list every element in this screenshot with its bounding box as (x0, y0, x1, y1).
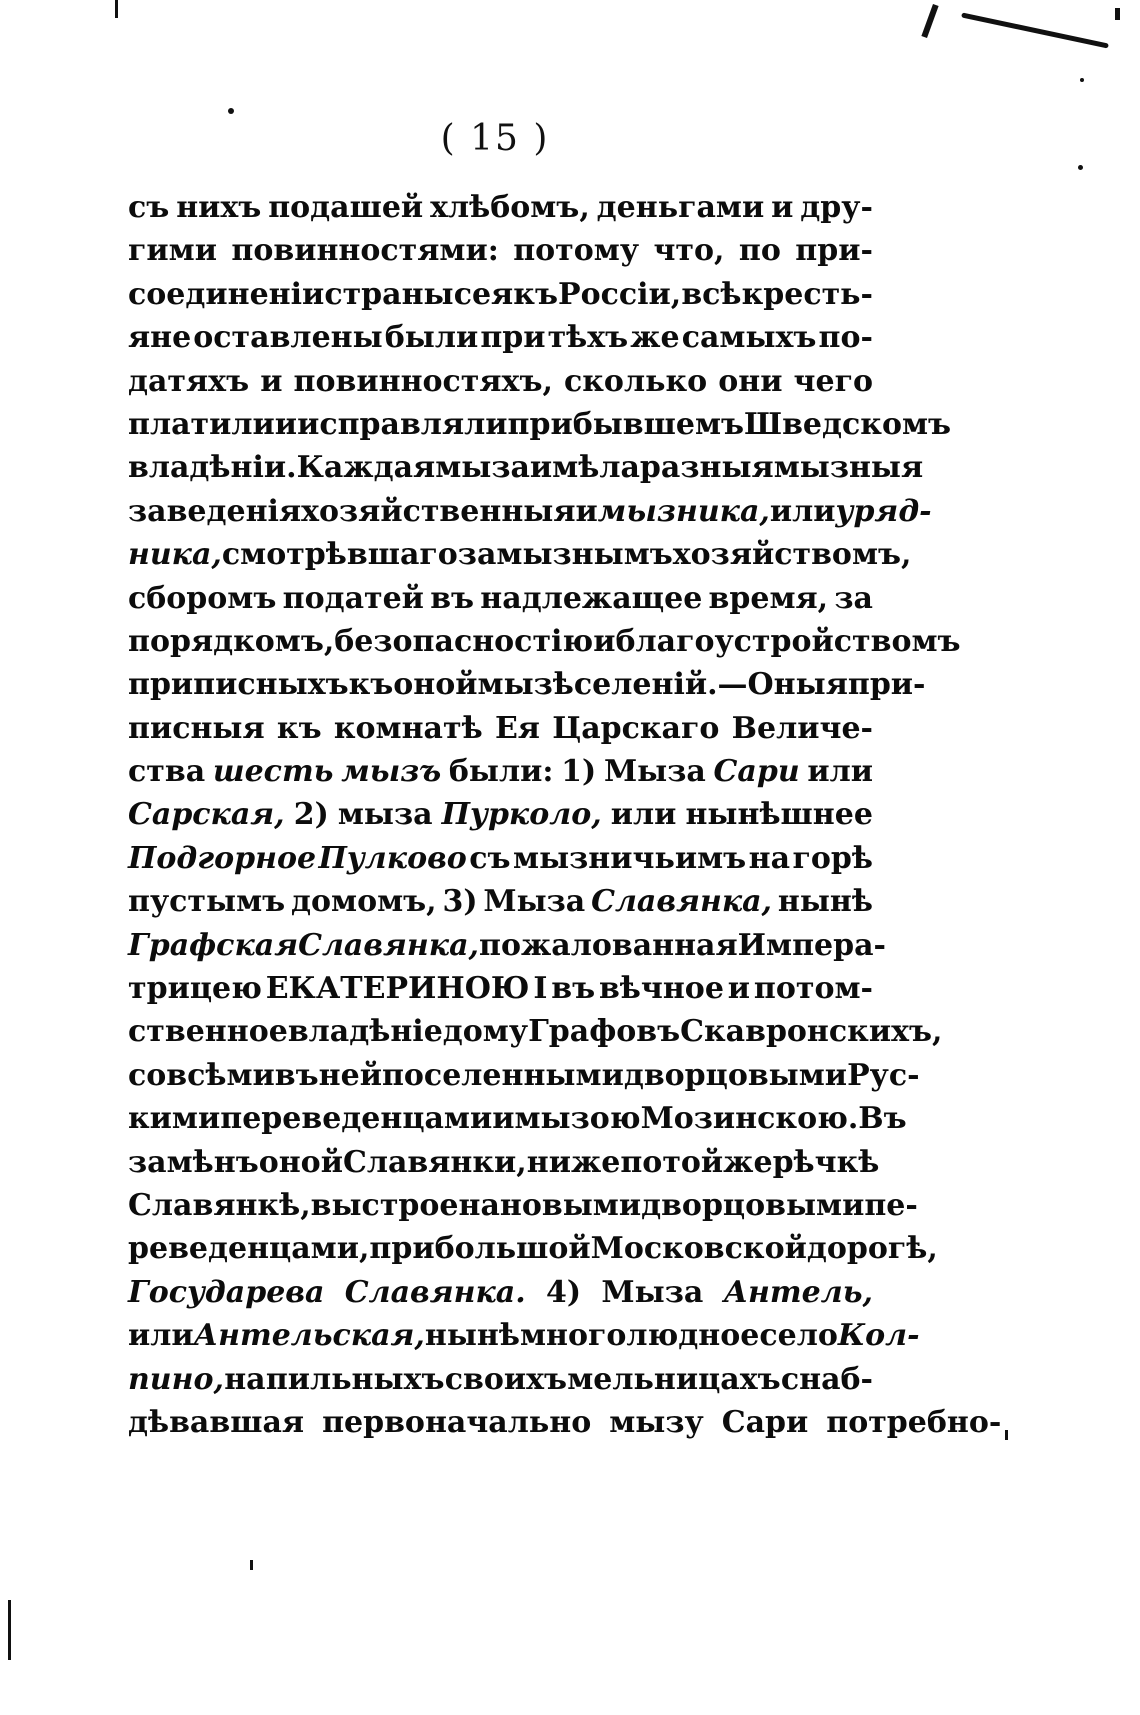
word: многолюдное (519, 1318, 760, 1354)
italic-word: Сари (713, 754, 800, 790)
word: и (575, 493, 598, 529)
word: мызничьимъ (513, 840, 747, 876)
word: дорогѣ, (806, 1231, 938, 1267)
word: бывшемъ (572, 406, 745, 442)
word: дворцовыми (641, 1187, 865, 1223)
scan-mark (8, 1600, 11, 1660)
word: дворцовыми (623, 1057, 848, 1093)
word: были (384, 320, 479, 356)
text-line (128, 1358, 873, 1401)
text-line (128, 186, 873, 229)
word: той (662, 1144, 724, 1180)
word: потом- (753, 971, 873, 1007)
italic-word: шесть (212, 754, 334, 790)
word: къ (513, 276, 558, 312)
scan-mark (228, 108, 234, 114)
word: страны (324, 276, 454, 312)
text-line (128, 837, 873, 880)
word: и (260, 363, 283, 399)
text-line (128, 1097, 907, 1140)
word: Ея (494, 710, 540, 746)
word: тѣхъ (547, 320, 629, 356)
word: Мыза (603, 754, 706, 790)
word: и (492, 1101, 515, 1137)
italic-word: Кол- (837, 1318, 920, 1354)
word: Сари (721, 1404, 809, 1440)
word: мыза (435, 450, 530, 486)
word: въ (274, 1057, 319, 1093)
text-line (128, 793, 873, 836)
word: ственное (128, 1014, 288, 1050)
word: потому (513, 233, 640, 269)
word: надлежащее (480, 580, 703, 616)
word: Царскаго (552, 710, 720, 746)
word: ЕКАТЕРИНОЮ (265, 971, 530, 1007)
word: мызѣ (477, 667, 574, 703)
word: ней (318, 1057, 382, 1093)
word: селеній. (573, 667, 718, 703)
scan-mark (961, 12, 1109, 48)
word: 2) (293, 797, 329, 833)
word: Графовъ (528, 1014, 681, 1050)
word: при- (847, 667, 926, 703)
word: нынѣшнее (685, 797, 873, 833)
word: Московской (590, 1231, 807, 1267)
scan-mark (1080, 78, 1084, 82)
text-line (128, 446, 924, 489)
word: со (128, 1057, 167, 1093)
word: деньгами (596, 190, 765, 225)
word: повинностями: (231, 233, 499, 269)
word: Славянки, (342, 1144, 527, 1180)
italic-word: Славянка. (344, 1274, 526, 1310)
text-line (128, 1271, 873, 1314)
word: потребно- (826, 1404, 1002, 1440)
word: соединеніи (128, 276, 325, 312)
scan-mark (1115, 8, 1120, 20)
word: I (533, 971, 548, 1007)
word: платили (128, 406, 275, 442)
word: или (128, 1318, 194, 1354)
word: чего (793, 363, 873, 399)
word: оставлены (193, 320, 383, 356)
text-line (128, 663, 926, 706)
text-line (128, 750, 873, 793)
word: съ (469, 840, 511, 876)
italic-word: мызника, (597, 493, 770, 529)
word: сколько (564, 363, 708, 399)
word: оной (393, 667, 478, 703)
word: замѣнъ (128, 1144, 259, 1180)
word: рѣчкѣ (772, 1144, 880, 1180)
word: село (759, 1318, 838, 1354)
scan-mark (250, 1560, 253, 1570)
italic-word: Антельская, (193, 1318, 425, 1354)
word: всѣ (681, 276, 742, 312)
word: большой (434, 1231, 591, 1267)
word: кими (128, 1101, 221, 1137)
word: податей (282, 580, 424, 616)
word: къ (276, 710, 322, 746)
italic-word: Сарская, (128, 797, 285, 833)
italic-word: Славянка, (298, 927, 479, 963)
text-line (128, 967, 873, 1010)
word: комнатѣ (333, 710, 483, 746)
word: горѣ (792, 840, 873, 876)
text-line (128, 490, 932, 533)
scan-mark (921, 4, 938, 38)
italic-word: Государева (128, 1274, 325, 1310)
word: дру- (800, 190, 873, 225)
word: владѣніи. (128, 450, 297, 486)
word: Рус- (847, 1057, 920, 1093)
italic-word: мызъ (341, 754, 442, 790)
word: за (834, 580, 873, 616)
word: Величе- (731, 710, 873, 746)
text-line (128, 360, 873, 403)
text-line (128, 403, 952, 446)
text-line (128, 229, 873, 272)
word: ства (128, 754, 206, 790)
word: гими (128, 233, 217, 269)
word: имѣла (529, 450, 640, 486)
word: Каждая (296, 450, 436, 486)
text-line (128, 1401, 1002, 1444)
word: съ (128, 190, 170, 225)
word: оной (258, 1144, 343, 1180)
word: порядкомъ, (128, 623, 335, 659)
scan-mark (115, 0, 118, 18)
word: 4) (546, 1274, 582, 1310)
word: 3) (442, 884, 478, 920)
word: домомъ, (291, 884, 437, 920)
word: мызою (514, 1101, 641, 1137)
text-line (128, 620, 961, 663)
text-line (128, 577, 873, 620)
word: поселенными (381, 1057, 624, 1093)
text-line (128, 1141, 880, 1184)
word: Россіи, (558, 276, 682, 312)
text-line (128, 1010, 943, 1053)
text-line (128, 880, 873, 923)
word: по (620, 1144, 663, 1180)
word: хозяйственныя (301, 493, 576, 529)
word: въ (430, 580, 475, 616)
word: и (771, 190, 794, 225)
word: разныя (639, 450, 774, 486)
word: мызныя (773, 450, 924, 486)
word: что, (653, 233, 725, 269)
text-line (128, 316, 873, 359)
word: реведенцами, (128, 1231, 370, 1267)
italic-word: уряд- (835, 493, 932, 529)
word: ниже (526, 1144, 621, 1180)
word: переведенцами (220, 1101, 493, 1137)
word: пе- (864, 1187, 918, 1223)
word: же (630, 320, 680, 356)
word: всѣми (166, 1057, 275, 1093)
word: писныя (128, 710, 265, 746)
word: они (718, 363, 783, 399)
word: — (717, 667, 748, 703)
scan-mark (1005, 1430, 1008, 1440)
word: безопасностію (334, 623, 594, 659)
text-line (128, 1054, 920, 1097)
word: при- (795, 233, 873, 269)
word: при (369, 1231, 435, 1267)
italic-word: ника, (128, 537, 222, 573)
text-line (128, 1227, 938, 1270)
word: Мыза (601, 1274, 704, 1310)
word: смотрѣвшаго (221, 537, 458, 573)
word: или (769, 493, 836, 529)
word: сея (453, 276, 514, 312)
word: на (748, 840, 791, 876)
word: и (274, 406, 298, 442)
word: пильныхъ (265, 1361, 445, 1397)
word: Оныя (747, 667, 848, 703)
word: Шведскомъ (744, 406, 952, 442)
word: Импера- (737, 927, 886, 963)
word: нихъ (176, 190, 262, 225)
word: дѣвавшая (128, 1404, 305, 1440)
text-line (128, 1314, 920, 1357)
word: Въ (858, 1101, 907, 1137)
word: къ (348, 667, 394, 703)
word: новыми (499, 1187, 642, 1223)
word: или (610, 797, 677, 833)
word: по (738, 233, 781, 269)
text-line (128, 1184, 918, 1227)
italic-word: пино, (128, 1361, 224, 1397)
word: же (723, 1144, 773, 1180)
italic-word: Подгорное (128, 840, 317, 876)
word: и (727, 971, 751, 1007)
word: заведенія (128, 493, 302, 529)
word: и (593, 623, 616, 659)
text-line (128, 273, 873, 316)
word: своихъ (444, 1361, 567, 1397)
scan-mark (1078, 165, 1083, 170)
italic-word: Антель, (723, 1274, 873, 1310)
word: повинностяхъ, (293, 363, 553, 399)
word: самыхъ (681, 320, 817, 356)
word: Скавронскихъ, (680, 1014, 943, 1050)
word: нынѣ (424, 1318, 520, 1354)
word: мельницахъ (567, 1361, 781, 1397)
word: вѣчное (598, 971, 724, 1007)
word: пустымъ (128, 884, 286, 920)
word: подашей (268, 190, 424, 225)
italic-word: Славянка, (591, 884, 773, 920)
word: при (507, 406, 573, 442)
italic-word: Графская (128, 927, 299, 963)
text-line (128, 533, 912, 576)
word: время, (708, 580, 829, 616)
word: были: (448, 754, 554, 790)
word: мызнымъ (496, 537, 673, 573)
word: благоустройствомъ (615, 623, 961, 659)
word: яне (128, 320, 192, 356)
word: сборомъ (128, 580, 277, 616)
word: датяхъ (128, 363, 250, 399)
word: въ (551, 971, 596, 1007)
body-text (128, 186, 1002, 1444)
word: или (807, 754, 873, 790)
text-line (128, 924, 886, 967)
italic-word: Пурколо, (441, 797, 602, 833)
page-number: ( 15 ) (440, 118, 550, 159)
word: нынѣ (777, 884, 873, 920)
word: по- (818, 320, 873, 356)
word: исправляли (297, 406, 508, 442)
word: на (224, 1361, 266, 1397)
italic-word: Пулково (318, 840, 467, 876)
word: дому (442, 1014, 529, 1050)
word: приписныхъ (128, 667, 349, 703)
word: пожалованная (479, 927, 738, 963)
word: за (457, 537, 497, 573)
word: хозяйствомъ, (672, 537, 912, 573)
word: 1) (561, 754, 597, 790)
text-line (128, 707, 873, 750)
word: мызу (609, 1404, 704, 1440)
word: владѣніе (287, 1014, 443, 1050)
word: хлѣбомъ, (430, 190, 590, 225)
word: Мыза (483, 884, 586, 920)
word: мыза (337, 797, 433, 833)
word: Славянкѣ, (128, 1187, 311, 1223)
word: выстроена (310, 1187, 500, 1223)
word: Мозинскою. (640, 1101, 859, 1137)
word: снаб- (780, 1361, 873, 1397)
word: трицею (128, 971, 262, 1007)
word: первоначально (322, 1404, 592, 1440)
word: кресть- (741, 276, 873, 312)
word: при (480, 320, 546, 356)
